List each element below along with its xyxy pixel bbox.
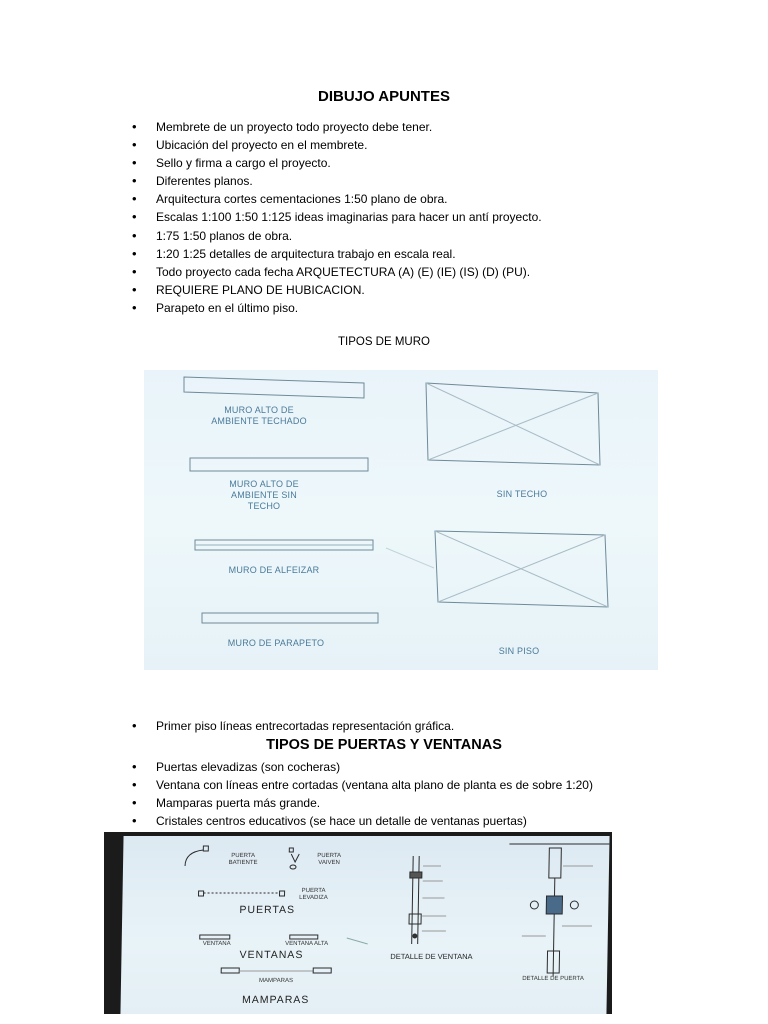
list-item: • Arquitectura cortes cementaciones 1:50 plano de obra. (130, 190, 542, 208)
list-item: • 1:75 1:50 planos de obra. (130, 227, 542, 245)
label-sin-piso: SIN PISO (498, 646, 540, 656)
list-item: • Ventana con líneas entre cortadas (ventana alta plano de planta es de sobre 1:20) (130, 776, 593, 794)
door-vaiven-symbol (289, 848, 293, 852)
list-item: • Cristales centros educativos (se hace un detalle de ventanas puertas) (130, 812, 593, 830)
list-item: • Primer piso líneas entrecortadas representación gráfica. (130, 717, 454, 735)
label-puerta-levadiza: PUERTA LEVADIZA (299, 888, 328, 901)
list-item: • Membrete de un proyecto todo proyecto debe tener. (130, 118, 542, 136)
door-detail-top (549, 848, 562, 878)
label-muro-alfeizar: MURO DE ALFEIZAR (228, 565, 320, 575)
list-item: • Puertas elevadizas (son cocheras) (130, 758, 593, 776)
list-item: • Ubicación del proyecto en el membrete. (130, 136, 542, 154)
list-item: • Sello y firma a cargo el proyecto. (130, 154, 542, 172)
label-puerta-batiente: PUERTA BATIENTE (228, 853, 258, 866)
list-item: • Parapeto en el último piso. (130, 299, 542, 317)
primer-piso-list (130, 717, 454, 735)
label-ventanas: VENTANAS (239, 949, 304, 961)
wall-rect-sin-techo (190, 458, 368, 471)
label-muro-alto-techado: MURO ALTO DE AMBIENTE TECHADO (211, 405, 307, 426)
doors-windows-drawing (120, 836, 609, 1014)
mampara-right (313, 968, 331, 973)
wall-rect-techado (184, 377, 364, 398)
label-muro-alto-sin-techo: MURO ALTO DE AMBIENTE SIN TECHO (229, 479, 299, 511)
window-symbol (200, 935, 230, 939)
section-heading-puertas: TIPOS DE PUERTAS Y VENTANAS (266, 737, 502, 753)
label-detalle-ventana: DETALLE DE VENTANA (390, 952, 473, 961)
door-batiente-symbol (203, 846, 208, 851)
doors-windows-photo (104, 832, 612, 1014)
label-mamparas-small: MAMPARAS (259, 978, 294, 984)
mampara-left (221, 968, 239, 973)
label-detalle-puerta: DETALLE DE PUERTA (522, 976, 584, 982)
label-muro-parapeto: MURO DE PARAPETO (227, 638, 325, 648)
wall-rect-parapeto (202, 613, 378, 623)
list-item: • Escalas 1:100 1:50 1:125 ideas imaginarias para hacer un antí proyecto. (130, 208, 542, 226)
window-alta-symbol (290, 935, 318, 939)
label-mamparas: MAMPARAS (241, 994, 310, 1006)
list-item: • Diferentes planos. (130, 172, 542, 190)
list-item: • 1:20 1:25 detalles de arquitectura trabajo en escala real. (130, 245, 542, 263)
list-item: • REQUIERE PLANO DE HUBICACION. (130, 281, 542, 299)
wall-types-photo (144, 370, 658, 670)
label-sin-techo: SIN TECHO (496, 489, 548, 499)
section-heading-muro: TIPOS DE MURO (337, 336, 430, 348)
list-item: • Mamparas puerta más grande. (130, 794, 593, 812)
label-puertas: PUERTAS (239, 904, 296, 916)
puertas-list (130, 758, 593, 830)
page-title: DIBUJO APUNTES (318, 88, 450, 105)
list-item: • Todo proyecto cada fecha ARQUETECTURA (A) (E) (IE) (IS) (D) (PU). (130, 263, 542, 281)
label-puerta-vaiven: PUERTA VAIVEN (317, 853, 342, 866)
projector-screen (120, 836, 609, 1014)
label-ventana-alta: VENTANA ALTA (285, 941, 329, 947)
label-ventana: VENTANA (202, 941, 231, 947)
notes-list (130, 118, 542, 317)
